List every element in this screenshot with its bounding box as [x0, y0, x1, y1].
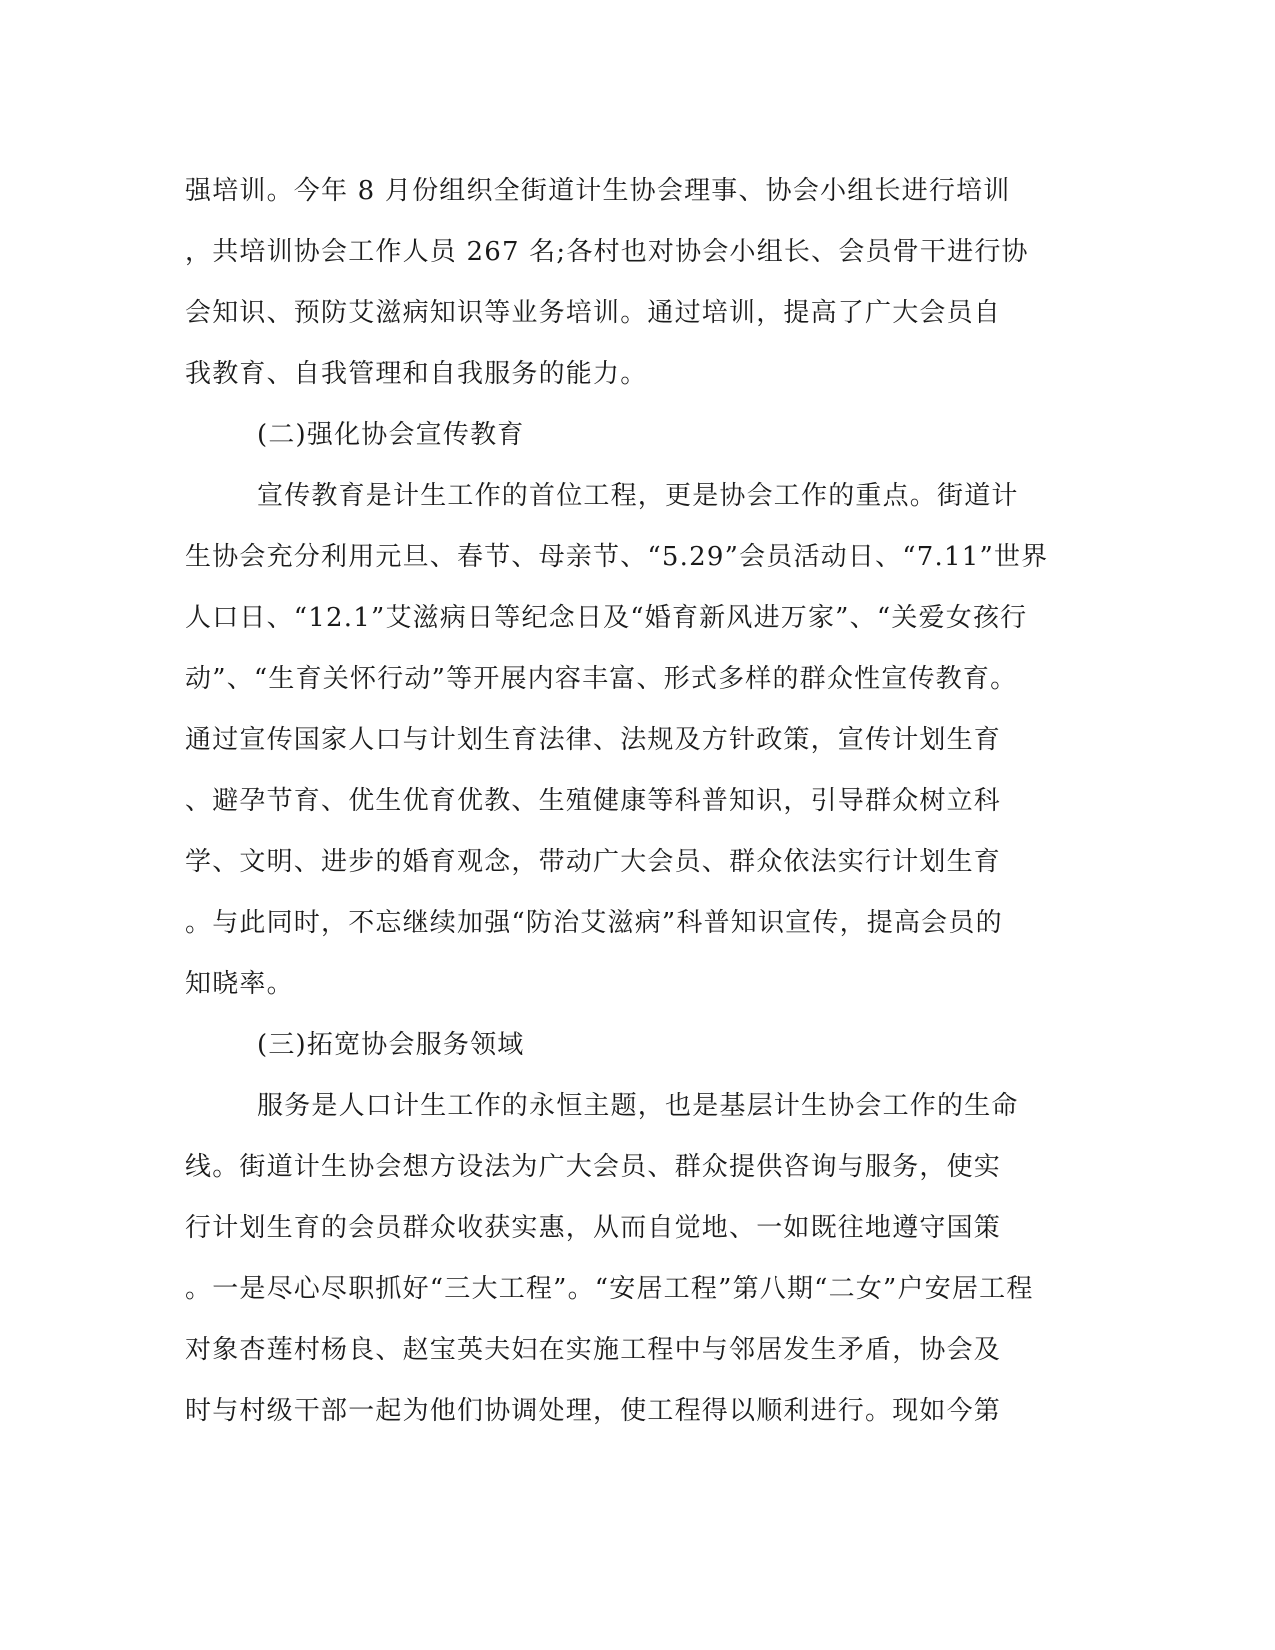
section-heading-3: (三)拓宽协会服务领域: [257, 1030, 525, 1060]
paragraph-line: 人口日、“12.1”艾滋病日等纪念日及“婚育新风进万家”、“关爱女孩行: [185, 603, 1028, 633]
paragraph-line: 。与此同时，不忘继续加强“防治艾滋病”科普知识宣传，提高会员的: [185, 908, 1003, 938]
paragraph-line: 时与村级干部一起为他们协调处理，使工程得以顺利进行。现如今第: [185, 1396, 1002, 1426]
paragraph-line: 宣传教育是计生工作的首位工程，更是协会工作的重点。街道计: [257, 481, 1019, 511]
paragraph-line: ，共培训协会工作人员 267 名;各村也对协会小组长、会员骨干进行协: [185, 237, 1029, 267]
paragraph-line: 学、文明、进步的婚育观念，带动广大会员、群众依法实行计划生育: [185, 847, 1002, 877]
document-body: [185, 161, 1085, 1442]
paragraph-line: 动”、“生育关怀行动”等开展内容丰富、形式多样的群众性宣传教育。: [185, 664, 1018, 694]
paragraph-line: 会知识、预防艾滋病知识等业务培训。通过培训，提高了广大会员自: [185, 298, 1002, 328]
paragraph-line: 服务是人口计生工作的永恒主题，也是基层计生协会工作的生命: [257, 1091, 1019, 1121]
paragraph-line: 强培训。今年 8 月份组织全街道计生协会理事、协会小组长进行培训: [185, 176, 1011, 206]
section-heading-2: (二)强化协会宣传教育: [257, 420, 525, 450]
paragraph-line: 线。街道计生协会想方设法为广大会员、群众提供咨询与服务，使实: [185, 1152, 1002, 1182]
paragraph-line: 。一是尽心尽职抓好“三大工程”。“安居工程”第八期“二女”户安居工程: [185, 1274, 1034, 1304]
paragraph-line: 知晓率。: [185, 969, 294, 999]
paragraph-line: 、避孕节育、优生优育优教、生殖健康等科普知识，引导群众树立科: [185, 786, 1002, 816]
paragraph-line: 对象杏莲村杨良、赵宝英夫妇在实施工程中与邻居发生矛盾，协会及: [185, 1335, 1002, 1365]
paragraph-line: 行计划生育的会员群众收获实惠，从而自觉地、一如既往地遵守国策: [185, 1213, 1002, 1243]
paragraph-line: 生协会充分利用元旦、春节、母亲节、“5.29”会员活动日、“7.11”世界: [185, 542, 1049, 572]
paragraph-line: 我教育、自我管理和自我服务的能力。: [185, 359, 648, 389]
paragraph-line: 通过宣传国家人口与计划生育法律、法规及方针政策，宣传计划生育: [185, 725, 1002, 755]
